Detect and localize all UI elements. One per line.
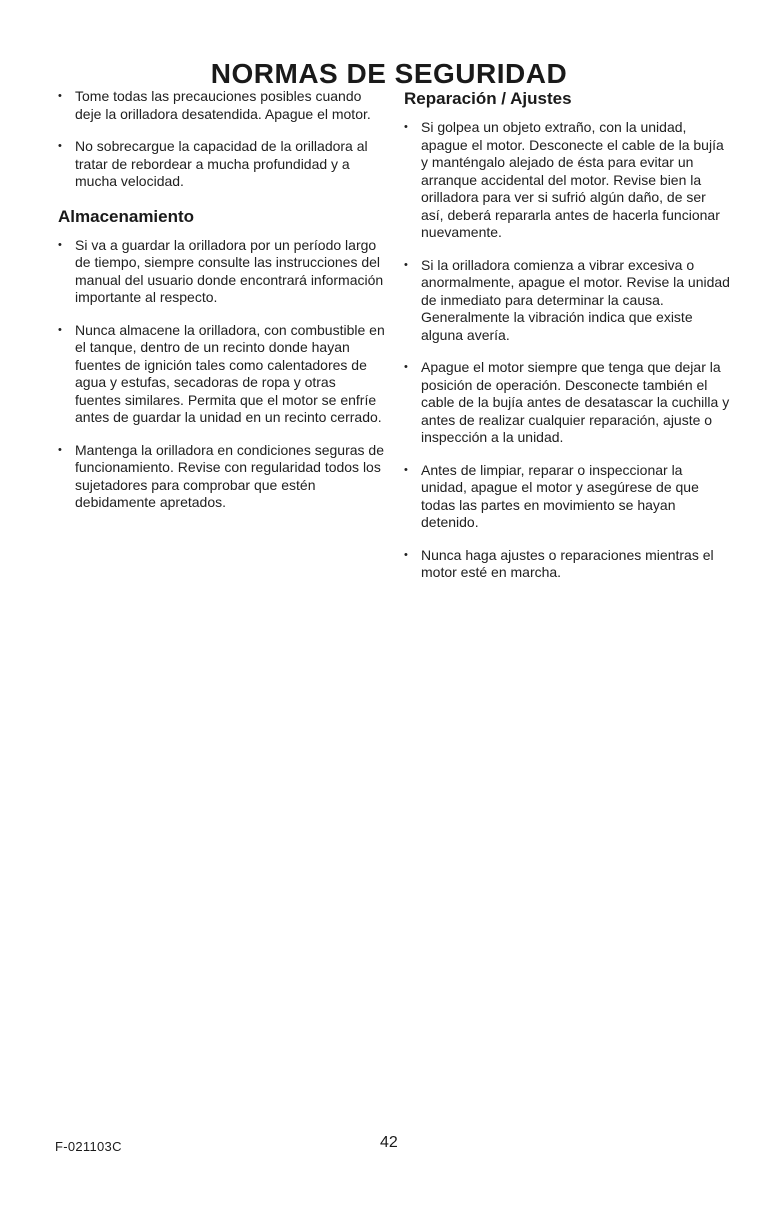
document-code: F-021103C — [55, 1139, 122, 1154]
storage-list — [55, 237, 385, 512]
list-item: • Si va a guardar la orilladora por un período largo de tiempo, siempre consulte las instrucciones del manual del usuario donde encontrará información importante al respecto. — [55, 237, 385, 307]
list-item: • Mantenga la orilladora en condiciones seguras de funcionamiento. Revise con regularidad todos los sujetadores para comprobar que estén debidamente apretados. — [55, 442, 385, 512]
left-column — [55, 88, 385, 527]
intro-list — [55, 88, 385, 191]
list-item: • Apague el motor siempre que tenga que dejar la posición de operación. Desconecte también el cable de la bujía antes de desatascar la cuchilla y antes de realizar cualquier reparación, ajuste o inspección a la unidad. — [401, 359, 731, 447]
page-title: NORMAS DE SEGURIDAD — [210, 58, 568, 89]
list-item: • Nunca almacene la orilladora, con combustible en el tanque, dentro de un recinto donde hayan fuentes de ignición tales como calentadores de agua y estufas, secadoras de ropa y otras fuentes similares. Permita que el motor se enfríe antes de guardar la unidad en un recinto cerrado. — [55, 322, 385, 427]
list-item: • Antes de limpiar, reparar o inspeccionar la unidad, apague el motor y asegúrese de que todas las partes en movimiento se hayan detenido. — [401, 462, 731, 532]
repair-heading: Reparación / Ajustes — [404, 89, 572, 108]
list-item: • Tome todas las precauciones posibles cuando deje la orilladora desatendida. Apague el motor. — [55, 88, 385, 123]
storage-heading: Almacenamiento — [58, 206, 195, 226]
list-item: • Si la orilladora comienza a vibrar excesiva o anormalmente, apague el motor. Revise la unidad de inmediato para determinar la causa. Generalmente la vibración indica que existe alguna avería. — [401, 257, 731, 345]
list-item: • Nunca haga ajustes o reparaciones mientras el motor esté en marcha. — [401, 547, 731, 582]
list-item: • Si golpea un objeto extraño, con la unidad, apague el motor. Desconecte el cable de la bujía y manténgalo alejado de ésta para evitar un arranque accidental del motor. Revise bien la orilladora para ver si sufrió algún daño, de ser así, deberá repararla antes de hacerla funcionar nuevamente. — [401, 119, 731, 242]
page-number: 42 — [380, 1134, 398, 1151]
repair-list — [401, 119, 731, 582]
right-column — [401, 88, 731, 597]
list-item: • No sobrecargue la capacidad de la orilladora al tratar de rebordear a mucha profundidad y a mucha velocidad. — [55, 138, 385, 191]
